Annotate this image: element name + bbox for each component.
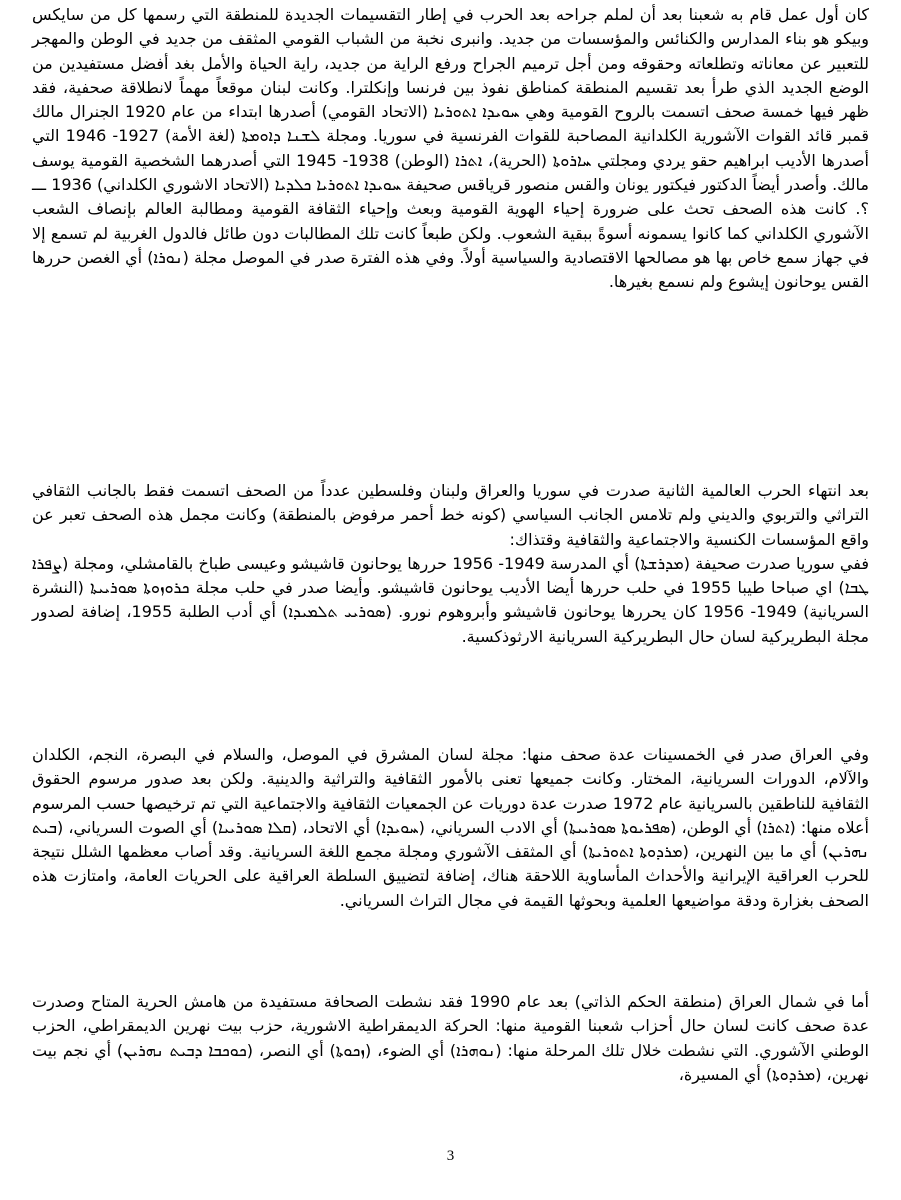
paragraph-2: بعد انتهاء الحرب العالمية الثانية صدرت في سوريا والعراق ولبنان وفلسطين عدداً من الصحف اتسمت فقط بالجانب الثقافي التراثي والتربوي والديني ولم تلامس الجانب السياسي (كونه خط أحمر مرفوض بالمنطقة) وكانت مجمل هذه الصحف تعبر عن واقع المؤسسات الكنسية والاجتماعية والثقافية وقتذاك: ففي سوريا صدرت صحيفة (ܡܕܪܫܬܐ) أي المدرسة 1949- 1956 حررها يوحانون قاشيشو وعيسى طباخ بالقامشلي، ومجلة (ܨܦܪܐ ܛܒܐ) اي صباحا طيبا 1955 في حلب حررها أيضا الأديب يوحانون قاشيشو. وأيضا صدر في حلب مجلة ܟܪܘܙܘܬܐ ܣܘܪܝܝܬܐ (النشرة السريانية) 1949- 1956 كان يحررها يوحانون قاشيشو وأبروهوم نورو. (ܣܘܪܝܝ ܬܠܡܝܕܐ) أي أدب الطلبة 1955، إضافة لصدور مجلة البطريركية لسان حال البطريركية السريانية الارثوذكسية. bbox=[32, 481, 870, 646]
paragraph-1: كان أول عمل قام به شعبنا بعد أن لملم جراحه بعد الحرب في إطار التقسيمات الجديدة للمنطقة التي رسمها كل من سايكس وبيكو هو بناء المدارس والكنائس والمؤسسات من جديد. وانبرى نخبة من الشباب القومي المثقف من جديد في الوطن والمهجر للتعبير عن معاناته وتطلعاته وحقوقه ومن أجل ترميم الجراح ورفع الراية من جديد، راية الحياة والأمل بغد أفضل مستفيدين من الوضع الجديد الذي طرأ بعد تقسيم المنطقة كمناطق نفوذ بين فرنسا وإنكلترا. وكانت لبنان موقعاً مهماً لانطلاقة صحفية، فقد ظهر فيها خمسة صحف اتسمت بالروح القومية وهي ܚܘܝܕܐ ܐܬܘܪܝܐ (الاتحاد القومي) أصدرها ابتداء من عام 1920 الجنرال مالك قمبر قائد القوات الآشورية الكلدانية المصاحبة للقوات الفرنسية في سوريا. ومجلة ܠܫܢܐ ܕܐܘܡܬܐ (لغة الأمة) 1927- 1946 التي أصدرها الأديب ابراهيم حقو يردي ومجلتي ܚܐܪܘܬܐ (الحرية)، ܐܬܪܐ (الوطن) 1938- 1945 التي أصدرهما الشخصية القومية يوسف مالك. وأصدر أيضاً الدكتور فيكتور يونان والقس منصور قرياقس صحيفة ܚܘܝܕܐ ܐܬܘܪܝܐ ܟܠܕܝܐ (الاتحاد الاشوري الكلداني) 1936 ـــ ؟. كانت هذه الصحف تحث على ضرورة إحياء الهوية القومية وبعث وإحياء الثقافة القومية ومطالبة العالم بإنصاف الشعب الآشوري الكلداني كما كانوا يسمونه أسوةً ببقية الشعوب. ولكن طبعاً كانت تلك المطالبات دون طائل فالدول الغربية لم تسمع إلا في جهاز سمع خاص بها هو مصالحها الاقتصادية والسياسية أولاً. وفي هذه الفترة صدر في الموصل مجلة (ܢܘܪܐ) أي الغصن حررها القس يوحانون إيشوع ولم نسمع بغيرها. bbox=[32, 5, 870, 292]
paragraph-4: أما في شمال العراق (منطقة الحكم الذاتي) بعد عام 1990 فقد نشطت الصحافة مستفيدة من هامش الحرية المتاح وصدرت عدة صحف كانت لسان حال أحزاب شعبنا القومية منها: الحركة الديمقراطية الاشورية، حزب بيت نهرين الديمقراطي، الحزب الوطني الآشوري. التي نشطت خلال تلك المرحلة منها: (ܢܘܗܪܐ) أي الضوء، (ܙܟܘܬܐ) أي النصر، (ܟܘܟܒܐ ܕܒܝܬ ܢܗܪܝܢ) أي نجم بيت نهرين، (ܡܪܕܘܬܐ) أي المسيرة، bbox=[32, 992, 869, 1084]
document-page bbox=[32, 0, 869, 1200]
page-number: 3 bbox=[446, 1148, 455, 1164]
paragraph-3: وفي العراق صدر في الخمسينات عدة صحف منها: مجلة لسان المشرق في الموصل، والسلام في البصرة، النجم، الكلدان والآلام، الدورات السريانية، المختار. وكانت جميعها تعنى بالأمور الثقافية والتراثية والدينية. ولكن بعد صدور مرسوم الحقوق الثقافية للناطقين بالسريانية عام 1972 صدرت عدة دوريات عن الجمعيات الثقافية والاجتماعية التي تم ترخيصها حسب المرسوم أعلاه منها: (ܐܬܪܐ) أي الوطن، (ܣܦܪܝܘܬܐ ܣܘܪܝܝܬܐ) أي الادب السرياني، (ܚܘܝܕܐ) أي الاتحاد، (ܩܠܐ ܣܘܪܝܝܐ) أي الصوت السرياني، (ܒܝܬ ܢܗܪܝܢ) أي ما بين النهرين، (ܡܪܕܘܬܐ ܐܬܘܪܝܬܐ) أي المثقف الآشوري ومجلة مجمع اللغة السريانية. وقد أصاب معظمها الشلل نتيجة للحرب العراقية الإيرانية والأحداث المأساوية اللاحقة هناك، إضافة لتضييق السلطة العراقية على الحريات العامة، وامتازت هذه الصحف بغزارة ودقة مواضيعها العلمية وبحوثها القيمة في مجال التراث السرياني. bbox=[32, 745, 869, 910]
